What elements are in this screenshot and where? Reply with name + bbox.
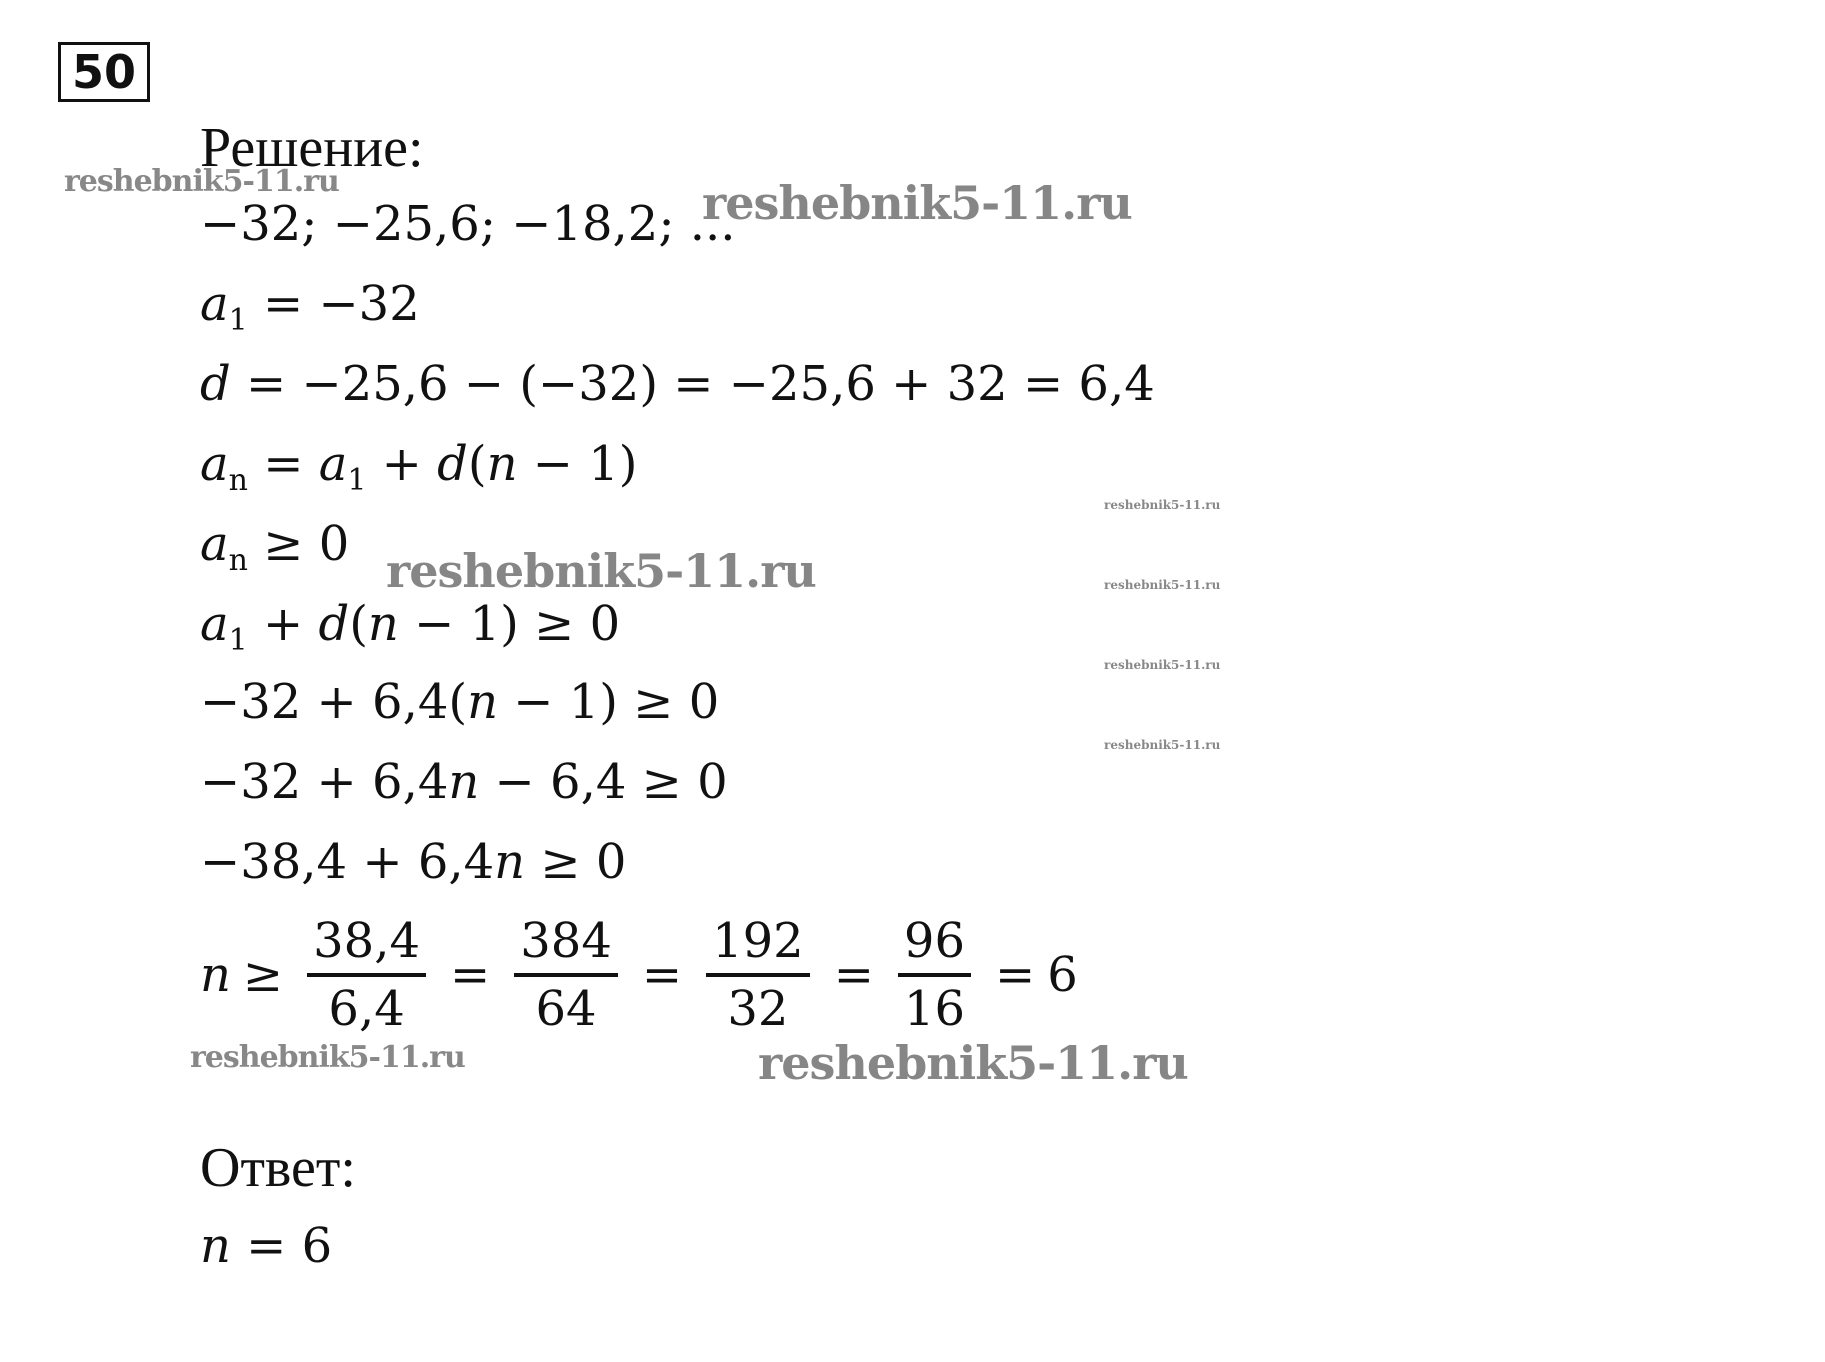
nth-term-formula — [200, 436, 638, 498]
d-var: d — [318, 596, 350, 652]
open-paren: ( — [467, 436, 487, 492]
difference-line — [200, 356, 1155, 412]
n-var: n — [467, 674, 499, 730]
n-var: n — [448, 754, 480, 810]
answer-line — [200, 1218, 332, 1274]
watermark: reshebnik5-11.ru — [1104, 498, 1221, 512]
plus-sign: + — [247, 596, 319, 652]
numerator: 96 — [903, 913, 965, 969]
an-var: a — [200, 516, 229, 572]
fraction-3 — [706, 913, 810, 1037]
fraction-4 — [898, 913, 971, 1037]
watermark: reshebnik5-11.ru — [1104, 738, 1221, 752]
inequality-numeric — [200, 674, 719, 730]
watermark: reshebnik5-11.ru — [702, 176, 1132, 230]
eq-sign: = — [641, 947, 683, 1003]
eq-sign: = — [247, 436, 319, 492]
a1-subscript: 1 — [347, 463, 367, 498]
denominator: 6,4 — [328, 981, 405, 1037]
eq-sign: = — [995, 947, 1036, 1003]
fraction-1 — [307, 913, 426, 1037]
formula-end: − 1) — [517, 436, 638, 492]
difference-expression: = −25,6 − (−32) = −25,6 + 32 = 6,4 — [230, 356, 1155, 412]
geq-sign: ≥ — [242, 947, 284, 1003]
inequality-rest: − 1) ≥ 0 — [498, 674, 720, 730]
a1-value: = −32 — [247, 276, 420, 332]
n-var: n — [486, 436, 518, 492]
eq-sign: = — [833, 947, 874, 1003]
n-var: n — [494, 834, 526, 890]
numerator: 192 — [712, 913, 804, 969]
a1-var: a — [318, 436, 348, 492]
watermark: reshebnik5-11.ru — [190, 1040, 465, 1075]
numerator: 38,4 — [313, 913, 421, 969]
denominator: 16 — [903, 981, 965, 1037]
answer-value: = 6 — [230, 1218, 333, 1274]
inequality-expanded — [200, 754, 728, 810]
a1-var: a — [200, 596, 229, 652]
watermark: reshebnik5-11.ru — [1104, 578, 1221, 592]
a1-subscript: 1 — [228, 303, 248, 338]
fraction-solution-line — [200, 900, 1078, 1050]
fraction-2 — [514, 913, 618, 1037]
inequality-start: −32 + 6,4 — [200, 754, 449, 810]
inequality-start: −32 + 6,4( — [200, 674, 468, 730]
inequality-substituted — [200, 596, 621, 658]
a1-var: a — [200, 276, 229, 332]
solution-heading: Решение: — [200, 117, 424, 179]
plus-sign: + — [366, 436, 438, 492]
inequality-simplified — [200, 834, 626, 890]
denominator: 64 — [535, 981, 597, 1037]
problem-number: 50 — [58, 42, 150, 102]
sequence-line: −32; −25,6; −18,2; ... — [200, 196, 736, 252]
answer-heading: Ответ: — [200, 1137, 356, 1199]
fraction-result: 6 — [1047, 947, 1078, 1003]
inequality-start: −38,4 + 6,4 — [200, 834, 495, 890]
open-paren: ( — [349, 596, 368, 652]
d-var: d — [200, 356, 231, 412]
inequality-rest: − 1) ≥ 0 — [398, 596, 621, 652]
watermark: reshebnik5-11.ru — [1104, 658, 1221, 672]
watermark: reshebnik5-11.ru — [386, 544, 816, 598]
an-var: a — [200, 436, 229, 492]
eq-sign: = — [450, 947, 491, 1003]
watermark: reshebnik5-11.ru — [64, 164, 339, 199]
a1-line — [200, 276, 420, 338]
n-var: n — [200, 947, 231, 1003]
an-subscript: n — [228, 543, 248, 578]
d-var: d — [437, 436, 468, 492]
inequality-rest: ≥ 0 — [525, 834, 627, 890]
an-subscript: n — [228, 463, 248, 498]
numerator: 384 — [520, 913, 612, 969]
inequality-rest: ≥ 0 — [247, 516, 350, 572]
denominator: 32 — [727, 981, 789, 1037]
inequality-an — [200, 516, 350, 578]
a1-subscript: 1 — [228, 623, 248, 658]
n-var: n — [367, 596, 399, 652]
watermark: reshebnik5-11.ru — [758, 1036, 1188, 1090]
inequality-rest: − 6,4 ≥ 0 — [479, 754, 728, 810]
n-var: n — [200, 1218, 231, 1274]
